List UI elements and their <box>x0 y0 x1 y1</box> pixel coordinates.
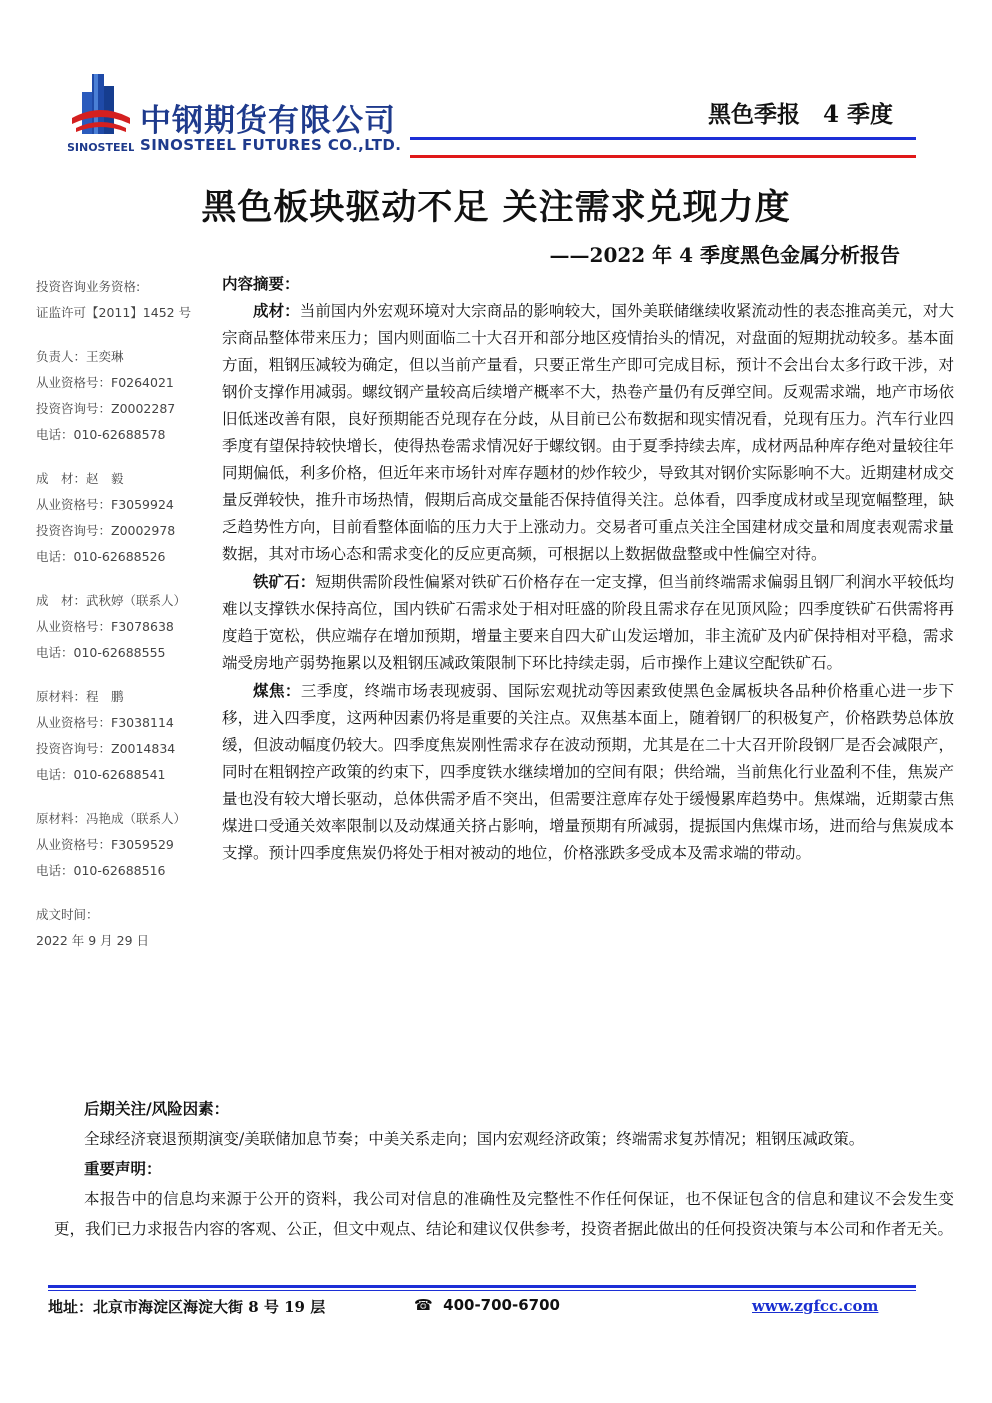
phone-number: 400-700-6700 <box>443 1296 560 1314</box>
footer-rule <box>48 1285 916 1288</box>
sidebar-line: 从业资格号：F3059924 <box>36 497 174 512</box>
sidebar-line: 投资咨询号：Z0002978 <box>36 523 176 538</box>
footer-phone <box>414 1296 560 1314</box>
risk-heading: 后期关注/风险因素： <box>84 1099 230 1118</box>
summary-paragraph-coke: 煤焦：三季度，终端市场表现疲弱、国际宏观扰动等因素致使黑色金属板块各品种价格重心进一步下移，进入四季度，这两种因素仍将是重要的关注点。双焦基本面上，随着钢厂的积极复产，价格跌势总体放缓，但波动幅度仍较大。四季度焦炭刚性需求存在波动预期，尤其是在二十大召开阶段钢厂是否会减限产，同时在粗钢控产政策的约束下，四季度铁水继续增加的空间有限；供给端，当前焦化行业盈利不佳，焦炭产量也没有较大增长驱动，总体供需矛盾不突出，但需要注意库存处于缓慢累库趋势中。焦煤端，近期蒙古焦煤进口受通关效率限制以及动煤通关挤占影响，增量预期有所减弱，提振国内焦煤市场，进而给与焦炭成本支撑。预计四季度焦炭仍将处于相对被动的地位，价格涨跌多受成本及需求端的带动。 <box>222 681 954 862</box>
report-subtitle: ——2022 年 4 季度黑色金属分析报告 <box>549 243 900 267</box>
sidebar-line: 证监许可【2011】1452 号 <box>36 305 192 320</box>
sidebar-line: 电话：010-62688541 <box>36 767 166 782</box>
sidebar-spacer <box>36 884 216 902</box>
summary-paragraph-iron-ore: 铁矿石：短期供需阶段性偏紧对铁矿石价格存在一定支撑，但当前终端需求偏弱且钢厂利润水平较低均难以支撑铁水保持高位，国内铁矿石需求处于相对旺盛的阶段且需求存在见顶风险；四季度铁矿石供需将再度趋于宽松，供应端存在增加预期，增量主要来自四大矿山发运增加，非主流矿及内矿保持相对平稳，需求端受房地产弱势拖累以及粗钢压减政策限制下环比持续走弱，后市操作上建议空配铁矿石。 <box>222 572 954 672</box>
sidebar-spacer <box>36 570 216 588</box>
risk-and-disclaimer <box>54 1094 954 1244</box>
sidebar-line: 成 材：武秋婷（联系人） <box>36 593 187 608</box>
sidebar-line: 投资咨询业务资格: <box>36 279 141 294</box>
company-name-en: SINOSTEEL FUTURES CO.,LTD. <box>140 136 402 154</box>
sidebar-line: 电话：010-62688526 <box>36 549 166 564</box>
sidebar-line: 从业资格号：F3059529 <box>36 837 174 852</box>
company-logo <box>68 72 134 158</box>
company-name-cn: 中钢期货有限公司 <box>140 103 396 139</box>
analyst-sidebar <box>36 274 216 954</box>
sidebar-line: 从业资格号：F3078638 <box>36 619 174 634</box>
sidebar-spacer <box>36 326 216 344</box>
sidebar-line: 成文时间： <box>36 907 99 922</box>
sidebar-line: 2022 年 9 月 29 日 <box>36 933 150 948</box>
report-title: 黑色板块驱动不足 关注需求兑现力度 <box>201 187 791 228</box>
sidebar-spacer <box>36 448 216 466</box>
sidebar-line: 电话：010-62688578 <box>36 427 166 442</box>
phone-icon: ☎ <box>414 1296 433 1314</box>
sidebar-line: 负责人：王奕琳 <box>36 349 124 364</box>
disclaimer-text: 本报告中的信息均来源于公开的资料，我公司对信息的准确性及完整性不作任何保证，也不保证包含的信息和建议不会发生变更，我们已力求报告内容的客观、公正，但文中观点、结论和建议仅供参考，投资者据此做出的任何投资决策与本公司和作者无关。 <box>54 1190 954 1238</box>
sidebar-line: 投资咨询号：Z0002287 <box>36 401 176 416</box>
sidebar-line: 电话：010-62688555 <box>36 645 166 660</box>
report-type-tag: 黑色季报 4 季度 <box>708 101 894 128</box>
footer-address: 地址：北京市海淀区海淀大街 8 号 19 层 <box>48 1298 326 1316</box>
sidebar-line: 原材料：程 鹏 <box>36 689 124 704</box>
header-rule-red <box>410 155 916 158</box>
header-rule-blue <box>410 137 916 140</box>
risk-text: 全球经济衰退预期演变/美联储加息节奏；中美关系走向；国内宏观经济政策；终端需求复苏情况；粗钢压减政策。 <box>84 1130 865 1148</box>
logo-text: SINOSTEEL <box>68 141 134 154</box>
summary-paragraph-steel: 成材：当前国内外宏观环境对大宗商品的影响较大，国外美联储继续收紧流动性的表态推高美元，对大宗商品整体带来压力；国内则面临二十大召开和部分地区疫情抬头的情况，对盘面的短期扰动较多。基本面方面，粗钢压减较为确定，但以当前产量看，只要正常生产即可完成目标，预计不会出台太多行政干涉，对钢价支撑作用减弱。螺纹钢产量较高后续增产概率不大，热卷产量仍有反弹空间。反观需求端，地产市场依旧低迷改善有限，良好预期能否兑现存在分歧，从目前已公布数据和现实情况看，兑现有压力。汽车行业四季度有望保持较快增长，使得热卷需求情况好于螺纹钢。由于夏季持续去库，成材两品种库存绝对量较往年同期偏低，利多价格，但近年来市场针对库存题材的炒作较少，导致其对钢价实际影响不大。近期建材成交量反弹较快，推升市场热情，假期后高成交量能否保持值得关注。总体看，四季度成材或呈现宽幅整理，缺乏趋势性方向，目前看整体面临的压力大于上涨动力。交易者可重点关注全国建材成交量和周度表观需求量数据，其对市场心态和需求变化的反应更高频，可根据以上数据做盘整或中性偏空对待。 <box>222 301 954 563</box>
sidebar-spacer <box>36 788 216 806</box>
sidebar-line: 从业资格号：F3038114 <box>36 715 174 730</box>
sidebar-line: 投资咨询号：Z0014834 <box>36 741 176 756</box>
sidebar-spacer <box>36 666 216 684</box>
summary-heading: 内容摘要： <box>222 274 300 293</box>
sidebar-line: 成 材：赵 毅 <box>36 471 124 486</box>
disclaimer-heading: 重要声明： <box>84 1159 162 1178</box>
sidebar-line: 原材料：冯艳成（联系人） <box>36 811 187 826</box>
sidebar-line: 从业资格号：F0264021 <box>36 375 174 390</box>
summary-section <box>222 270 954 867</box>
sidebar-line: 电话：010-62688516 <box>36 863 166 878</box>
footer-rule-thin <box>48 1290 916 1291</box>
footer-website-link[interactable]: www.zgfcc.com <box>752 1297 879 1315</box>
